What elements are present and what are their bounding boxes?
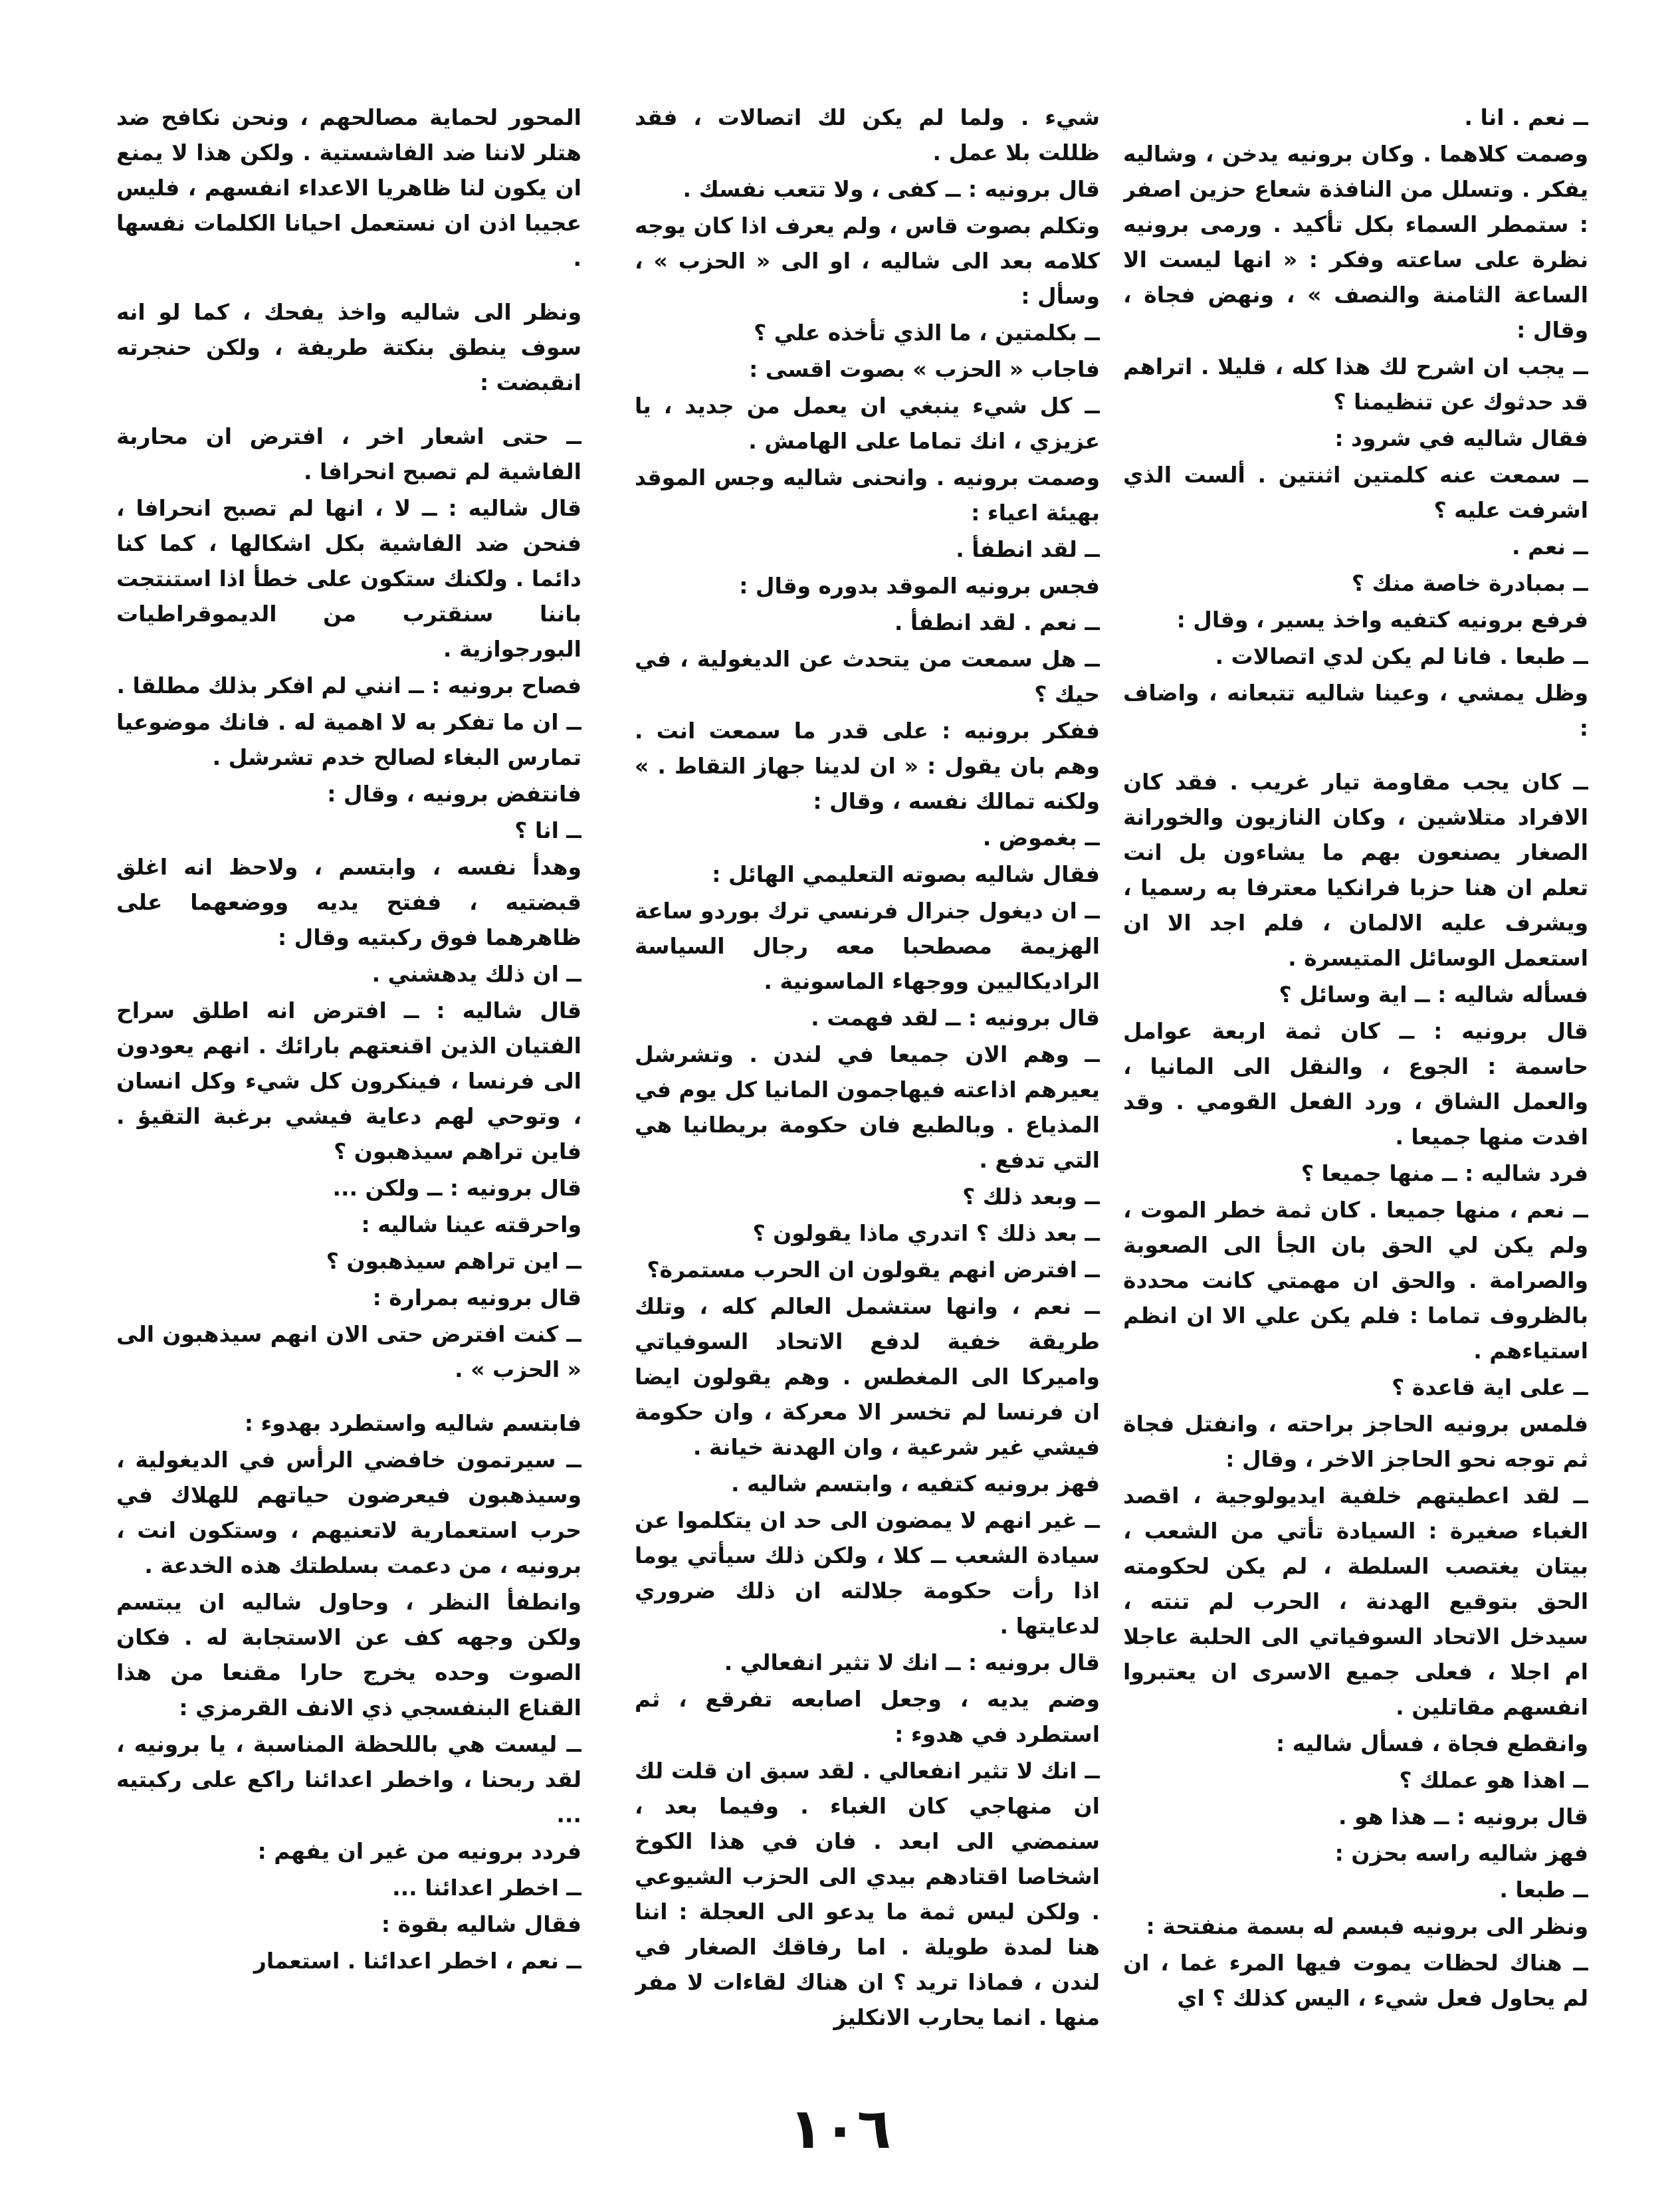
paragraph: ــ بعد ذلك ؟ اتدري ماذا يقولون ؟ [752, 1220, 1100, 1246]
paragraph: وهدأ نفسه ، وابتسم ، ولاحظ انه اغلق قبضتيه ، ففتح يديه ووضعهما على ظاهرهما فوق ركبتيه وقال : [116, 854, 581, 950]
paragraph: ففكر برونيه : على قدر ما سمعت انت . وهم بان يقول : « ان لدينا جهاز التقاط . » ولكنه تمالك نفسه ، وقال : [635, 718, 1100, 814]
paragraph: ــ ان ما تفكر به لا اهمية له . فانك موضوعيا تمارس البغاء لصالح خدم تشرشل . [116, 709, 581, 770]
paragraph: ــ نعم . انا . [1464, 104, 1588, 130]
paragraph: ــ لقد انطفأ . [956, 536, 1100, 562]
paragraph: شيء . ولما لم يكن لك اتصالات ، فقد ظللت بلا عمل . [635, 104, 1100, 165]
paragraph: وانقطع فجاة ، فسأل شاليه : [1275, 1731, 1588, 1756]
paragraph: ــ حتى اشعار اخر ، افترض ان محاربة الفاشية لم تصبح انحرافا . [116, 423, 581, 484]
paragraph: فقال شاليه في شرود : [1334, 425, 1588, 451]
paragraph: ــ اهذا هو عملك ؟ [1399, 1767, 1588, 1793]
paragraph: فصاح برونيه : ــ انني لم افكر بذلك مطلقا . [116, 673, 581, 698]
paragraph: قال برونيه : ــ كان ثمة اربعة عوامل حاسمة : الجوع ، والنقل الى المانيا ، والعمل الشاق ، ورد الفعل القومي . وقد افدت منها جميعا . [1123, 1018, 1588, 1150]
paragraph: فقال شاليه بصوته التعليمي الهائل : [712, 861, 1100, 887]
paragraph: ــ كنت افترض حتى الان انهم سيذهبون الى « الحزب » . [116, 1321, 581, 1382]
paragraph: ــ بكلمتين ، ما الذي تأخذه علي ؟ [754, 320, 1100, 346]
paragraph: ونظر الى برونيه فبسم له بسمة منفتحة : [1146, 1913, 1588, 1939]
paragraph: ــ طبعا . [1499, 1877, 1588, 1903]
paragraph: فقال شاليه بقوة : [381, 1911, 581, 1937]
paragraph: ــ وهم الان جميعا في لندن . وتشرشل يعيرهم اذاعته فيهاجمون المانيا كل يوم في المذياع . وبالطبع فان حكومة بريطانيا هي التي تدفع . [635, 1041, 1100, 1173]
paragraph: فرفع برونيه كتفيه واخذ يسير ، وقال : [1176, 607, 1588, 633]
paragraph: ــ سيرتمون خافضي الرأس في الديغولية ، وسيذهبون فيعرضون حياتهم للهلاك في حرب استعمارية لاتعنيهم ، وستكون انت ، برونيه ، من دعمت بسلطتك هذه الخدعة . [116, 1447, 581, 1578]
paragraph: ــ نعم ، وانها ستشمل العالم كله ، وتلك طريقة خفية لدفع الاتحاد السوفياتي واميركا الى المغطس . وهم يقولون ايضا ان فرنسا لم تخسر الا معركة ، وان حكومة فيشي غير شرعية ، وان الهدنة خيانة . [635, 1293, 1100, 1460]
paragraph: ــ ان ديغول جنرال فرنسي ترك بوردو ساعة الهزيمة مصطحبا معه رجال السياسة الراديكاليين ووجهاء الماسونية . [635, 898, 1100, 994]
paragraph: ــ اين تراهم سيذهبون ؟ [326, 1248, 581, 1274]
paragraph: فابتسم شاليه واستطرد بهدوء : [244, 1410, 581, 1436]
paragraph: ــ غير انهم لا يمضون الى حد ان يتكلموا عن سيادة الشعب ــ كلا ، ولكن ذلك سيأتي يوما اذا رأت حكومة جلالته ان ذلك ضروري لدعايتها . [635, 1507, 1100, 1639]
paragraph: ــ اخطر اعدائنا ... [392, 1875, 581, 1901]
paragraph: قال شاليه : ــ افترض انه اطلق سراح الفتيان الذين اقنعتهم بارائك . انهم يعودون الى فرنسا ، فينكرون كل شيء وكل انسان ، وتوحي لهم دعاية فيشي برغبة التقيؤ . فاين تراهم سيذهبون ؟ [116, 998, 581, 1164]
text-column-right [1123, 100, 1588, 2067]
paragraph: ــ سمعت عنه كلمتين اثنتين . ألست الذي اشرفت عليه ؟ [1123, 462, 1588, 523]
paragraph: ــ وبعد ذلك ؟ [962, 1184, 1100, 1209]
paragraph: ــ يجب ان اشرح لك هذا كله ، قليلا . اتراهم قد حدثوك عن تنظيمنا ؟ [1123, 354, 1588, 415]
paragraph: ــ نعم . لقد انطفأ . [894, 609, 1100, 635]
paragraph: المحور لحماية مصالحهم ، ونحن نكافح ضد هتلر لاننا ضد الفاشستية . ولكن هذا لا يمنع ان يكون لنا ظاهريا الاعداء انفسهم ، فليس عجيبا اذن ان نستعمل احيانا الكلمات نفسها . [116, 104, 581, 271]
paragraph: وتكلم بصوت قاس ، ولم يعرف اذا كان يوجه كلامه بعد الى شاليه ، او الى « الحزب » ، وسأل : [635, 213, 1100, 309]
text-column-left [116, 100, 581, 2067]
paragraph: وظل يمشي ، وعينا شاليه تتبعانه ، واضاف : [1123, 680, 1588, 741]
paragraph: ونظر الى شاليه واخذ يفحك ، كما لو انه سوف ينطق بنكتة طريفة ، ولكن حنجرته انقبضت : [116, 299, 581, 395]
paragraph: ــ نعم ، اخطر اعدائنا . استعمار [253, 1948, 581, 1974]
paragraph: فجس برونيه الموقد بدوره وقال : [739, 573, 1100, 599]
paragraph: قال برونيه بمرارة : [372, 1285, 581, 1311]
paragraph: فهز برونيه كتفيه ، وابتسم شاليه . [731, 1471, 1100, 1497]
paragraph: فهز شاليه راسه بحزن : [1334, 1840, 1588, 1866]
paragraph: ــ ليست هي باللحظة المناسبة ، يا برونيه ، لقد ربحنا ، واخطر اعدائنا راكع على ركبتيه ... [116, 1731, 581, 1828]
paragraph: ــ انا ؟ [514, 817, 581, 843]
paragraph: ــ نعم . [1512, 534, 1588, 560]
paragraph: وصمت كلاهما . وكان برونيه يدخن ، وشاليه يفكر . وتسلل من النافذة شعاع حزين اصفر : ستمطر السماء بكل تأكيد . ورمى برونيه نظرة على ساعته وفكر : « انها ليست الا الساعة الثامنة والنصف » ، ونهض فجاة ، وقال : [1123, 141, 1588, 343]
paragraph: ــ افترض انهم يقولون ان الحرب مستمرة؟ [647, 1257, 1100, 1283]
paragraph: فانتفض برونيه ، وقال : [327, 781, 581, 807]
paragraph: ــ نعم ، منها جميعا . كان ثمة خطر الموت ، ولم يكن لي الحق بان الجأ الى الصعوبة والصرامة . والحق ان مهمتي كانت محددة بالظروف تماما : فلم يكن علي الا ان انظم استياءهم . [1123, 1197, 1588, 1364]
paragraph: قال برونيه : ــ لقد فهمت . [811, 1005, 1100, 1031]
paragraph: ــ ان ذلك يدهشني . [371, 961, 581, 987]
paragraph: ــ هل سمعت من يتحدث عن الديغولية ، في حيك ؟ [635, 646, 1100, 707]
paragraph: ــ لقد اعطيتهم خلفية ايديولوجية ، اقصد الغباء صغيرة : السيادة تأتي من الشعب ، بيتان يغتصب السلطة ، لم يكن لحكومته الحق بتوقيع الهدنة ، الحرب لم تنته ، سيدخل الاتحاد السوفياتي الى الحلبة عاجلا ام اجلا ، فعلى جميع الاسرى ان يعتبروا انفسهم مقاتلين . [1123, 1483, 1588, 1720]
paragraph: وصمت برونيه . وانحنى شاليه وجس الموقد بهيئة اعياء : [635, 465, 1100, 526]
paragraph: ــ طبعا . فانا لم يكن لدي اتصالات . [1215, 643, 1588, 669]
paragraph: قال شاليه : ــ لا ، انها لم تصبح انحرافا ، فنحن ضد الفاشية بكل اشكالها ، كما كنا دائما . ولكنك ستكون على خطأ اذا استنتجت باننا سنقترب من الديموقراطيات البورجوازية . [116, 495, 581, 662]
paragraph: قال برونيه : ــ كفى ، ولا تتعب نفسك . [682, 176, 1100, 202]
paragraph: ــ انك لا تثير انفعالي . لقد سبق ان قلت لك ان منهاجي كان الغباء . وفيما بعد ، سنمضي الى ابعد . فان في هذا الكوخ اشخاصا اقتادهم بيدي الى الحزب الشيوعي . ولكن ليس ثمة ما يدعو الى العجلة : اننا هنا لمدة طويلة . اما رفاقك الصغار في لندن ، فماذا تريد ؟ ان هناك لقاءات لا مفر منها . انما يحارب الانكليز [635, 1758, 1100, 2030]
paragraph: ــ بمبادرة خاصة منك ؟ [1351, 570, 1588, 596]
paragraph: فلمس برونيه الحاجز براحته ، وانفتل فجاة ثم توجه نحو الحاجز الاخر ، وقال : [1123, 1411, 1588, 1472]
paragraph: قال برونيه : ــ ولكن ... [332, 1175, 581, 1201]
paragraph: قال برونيه : ــ هذا هو . [1338, 1804, 1588, 1830]
paragraph: فسأله شاليه : ــ اية وسائل ؟ [1279, 982, 1588, 1007]
paragraph: قال برونيه : ــ انك لا تثير انفعالي . [724, 1649, 1100, 1675]
paragraph: وانطفأ النظر ، وحاول شاليه ان يبتسم ولكن وجهه كف عن الاستجابة له . فكان الصوت وحده يخرج حارا مقنعا من هذا القناع البنفسجي ذي الانف القرمزي : [116, 1589, 581, 1721]
paragraph: ــ بغموض . [982, 825, 1100, 851]
paragraph: ــ على اية قاعدة ؟ [1392, 1374, 1588, 1400]
paragraph: ــ كل شيء ينبغي ان يعمل من جديد ، يا عزيزي ، انك تماما على الهامش . [635, 393, 1100, 454]
paragraph: ــ هناك لحظات يموت فيها المرء غما ، ان لم يحاول فعل شيء ، اليس كذلك ؟ اي [1123, 1950, 1588, 2011]
paragraph: واحرقته عينا شاليه : [361, 1211, 581, 1237]
page-number: ١٠٦ [789, 2096, 891, 2161]
paragraph: فاجاب « الحزب » بصوت اقسى : [749, 356, 1100, 382]
paragraph: فرد شاليه : ــ منها جميعا ؟ [1301, 1160, 1588, 1186]
text-column-middle [635, 100, 1100, 2067]
paragraph: فردد برونيه من غير ان يفهم : [257, 1838, 581, 1864]
paragraph: وضم يديه ، وجعل اصابعه تفرقع ، ثم استطرد في هدوء : [635, 1686, 1100, 1747]
paragraph: ــ كان يجب مقاومة تيار غريب . فقد كان الافراد متلاشين ، وكان النازيون والخورانة الصغار يصنعون بهم ما يشاءون بل انت تعلم ان هنا حزبا فرانكيا معترفا به رسميا ، ويشرف عليه الالمان ، فلم اجد الا ان استعمل الوسائل المتيسرة . [1123, 769, 1588, 971]
